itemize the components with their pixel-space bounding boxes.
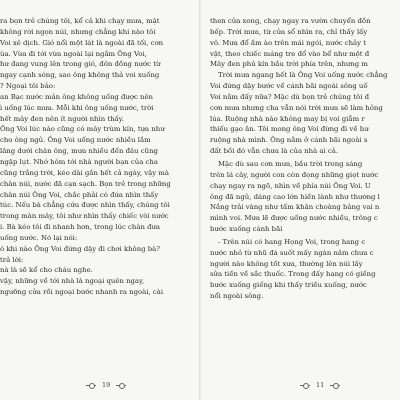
text-line: i. Bà kéo tôi đi nhanh hơn, trong lúc chân đưa [0,223,161,232]
text-line: ông đã ngủ, dáng cao lớn hiền lành như thường l [210,192,380,201]
text-line: chân núi, nước đã cạn sạch. Bọn trẻ trong những [0,179,171,188]
text-line: ra bọn trẻ chúng tôi, kể cả khi chạy mưa, mặt [0,17,160,25]
text-line: trong màn mây, tôi như nhìn thấy chiếc vòi nước [0,212,169,221]
text-line: ? Ngoại tôi bảo: [0,82,56,91]
text-line: cho ông ngủ. Ông Voi uống nước nhiều lắm [0,136,151,145]
text-line: cũng trắng trời, kéo dài gần hết cả ngày, vậy mà [0,168,169,177]
text-line: ùa. Vừa đi tới vừa ngoài lại ngắm Ông Voi, [0,49,147,58]
text-line: người nào không tốt xưa, thường lên núi lấy [210,259,363,268]
text-line: bước xuống cánh bãi [210,225,283,234]
text-line: cơn mưa nhưng cha vẫn nói trời mưa sẽ làm hỏng [210,103,383,112]
left-page [0,16,186,376]
text-line: trả lời: [0,255,24,264]
text-line: ó khi nào Ông Voi đứng dậy đi chơi không bà? [0,244,160,253]
text-line: vật, theo chiếc máng tre đổ vào bể như một đ [210,49,370,58]
text-line: ì uống lúc mưa. Mỗi khi ông uống nước, trời [0,103,154,112]
ornament-icon [330,383,340,388]
text-line: Mặc dù sau cơn mưa, bầu trời trong sáng [218,159,363,168]
ornament-icon [116,383,126,388]
text-line: chạy ngay ra ngõ, nhìn về phía núi Ông Voi. U [210,181,371,190]
text-line: ngập lụt. Nhớ hôm tới nhà người bạn của cha [0,157,158,166]
text-line: nà là sẽ kể cho cháu nghe. [0,266,93,275]
text-line: nước nhỏ từ nhũ đá suốt mấy ngàn năm chưa c [210,248,374,257]
page-number-right [300,381,340,389]
ornament-icon [86,383,96,388]
text-line: sửa tiền về sắc thuốc. Trong đấy hang có giếng [210,270,376,279]
book-gutter [199,0,201,400]
text-line: vậy, những về tới nhà là ngoại quên ngay, [0,277,145,286]
page-number: 19 [102,381,111,389]
text-line: Nắng trải vàng như tấm khăn choàng bảng vai n [210,203,380,212]
text-line: hư đang vung lên trong gió, đôn đồng nước từ [0,60,161,69]
text-line: - Trên núi có hang Họng Voi, trong hang c [218,237,366,246]
text-line: không rời ngọn núi, nhưng chẳng khi nào tôi [0,27,156,36]
text-line: Voi xê dịch. Gió nổi một lát là ngoài đã tối, cơn [0,38,164,47]
text-line: lăng dưới chân ông, mưa nhiều đến đâu cũng [0,147,158,156]
text-line: Voi đứng dậy bước về cánh bãi ngoài sông uố [210,82,368,91]
text-line: vô. Mưa đổ ầm ào trên mái ngói, nước chảy t [210,38,367,47]
text-line: mình voi. Mưa lẽ được uống nước nhiều, trông c [210,214,378,223]
text-line: ngưỡng cửa rồi ngoại bước nhanh ra ngoài, cài [0,288,164,297]
text-line: Mây đen phủ kín bầu trời phía trên, nhưng m [210,60,368,69]
text-line: Trời mưa ngang hết là Ông Voi uống nước chẳng [218,71,388,80]
text-line: an Bạc nước mản ông không uống được nên [0,92,153,101]
text-line: uống nước. Nó lại nói: [0,233,78,242]
text-line: túc. Nếu bà chẳng cứu được nhìn thấy, chúng tôi [0,201,170,210]
text-line: bước xuống giếng khi thấy triều xuống, nước [210,281,367,290]
text-line: chân núi Ông Voi, chắc phải có đứa nhìn thấy [0,190,159,199]
text-line: đất bồi đó vẫn chưa là của nhà ai cả. [210,147,339,156]
text-line: trên lá cây, người con còn đọng những giọt nước [210,170,379,179]
page-number-left [86,381,126,389]
text-line: thiếu gạo ăn. Tôi mong ông Voi đừng đi về hư [210,125,369,134]
text-line: ngay cạnh sóng, sao ông không thả voi xuống [0,71,160,80]
text-line: ruộng nhà mình. Ông nằm ở cánh bãi ngoài s [210,136,368,145]
ornament-icon [300,383,310,388]
text-line: lúa. Ruộng nhà nào không may bị voi giẫm r [210,114,365,123]
text-line: bếp. Trời mưa, từ cửa sổ nhìn ra, chỉ thấy lấy [210,27,368,36]
text-line: hết mây đen nên ít người nhìn thấy. [0,114,124,123]
text-line: Voi nằm đấy nữa? Mặc dù bọn trẻ chúng tôi đ [210,92,370,101]
text-line: Ông Voi lúc nào cũng có mây trùm kín, tựa như [0,125,165,134]
text-line: nổi ngoài sông. [210,292,264,301]
page-number: 11 [316,381,325,389]
right-page [210,16,398,376]
text-line: then cửa xong, chạy ngay ra vườn chuyển đồn [210,17,371,25]
